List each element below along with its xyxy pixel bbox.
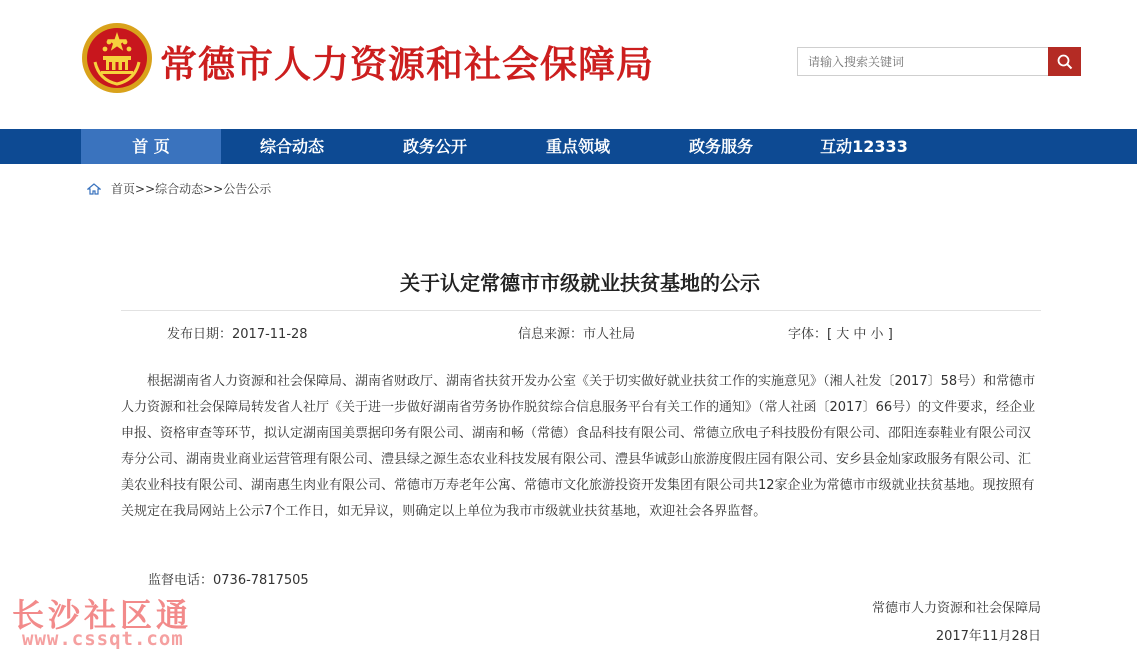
nav-news[interactable]: 综合动态 [259, 137, 324, 156]
signature-organization: 常德市人力资源和社会保障局 [871, 601, 1041, 616]
nav-government-affairs[interactable]: 政务公开 [402, 137, 467, 156]
info-source: 信息来源：市人社局 [518, 327, 636, 342]
font-large-link[interactable]: 大 [836, 327, 850, 342]
nav-interaction-12333[interactable]: 互动12333 [820, 137, 908, 156]
font-small-link[interactable]: 小 [870, 327, 884, 342]
article-title: 关于认定常德市市级就业扶贫基地的公示 [400, 271, 760, 295]
site-header [0, 0, 1137, 129]
breadcrumb-announcements[interactable]: 公告公示 [223, 182, 272, 196]
breadcrumb [87, 180, 271, 197]
font-size-selector [788, 323, 893, 342]
breadcrumb-separator: >> [135, 181, 156, 196]
nav-services[interactable]: 政务服务 [688, 137, 753, 156]
font-size-label: 字体：[ [788, 327, 833, 342]
font-size-close: ] [887, 327, 893, 342]
breadcrumb-news[interactable]: 综合动态 [155, 182, 204, 196]
publish-date: 发布日期：2017-11-28 [167, 327, 308, 342]
signature-date: 2017年11月28日 [935, 629, 1041, 644]
breadcrumb-separator: >> [203, 181, 224, 196]
font-medium-link[interactable]: 中 [853, 327, 867, 342]
national-emblem-icon[interactable] [81, 22, 153, 94]
site-title: 常德市人力资源和社会保障局 [160, 43, 654, 86]
watermark-name: 长沙社区通 [12, 596, 193, 634]
nav-key-areas[interactable]: 重点领域 [545, 137, 610, 156]
watermark-url: www.cssqt.com [22, 628, 184, 650]
search-input[interactable] [797, 47, 1049, 76]
home-icon [87, 183, 101, 195]
article-meta [121, 310, 1041, 350]
main-nav [0, 129, 1137, 164]
nav-home[interactable]: 首 页 [81, 129, 221, 164]
search-icon [1057, 54, 1073, 70]
search-button[interactable] [1048, 47, 1081, 76]
breadcrumb-home[interactable]: 首页 [111, 182, 136, 196]
article-body: 根据湖南省人力资源和社会保障局、湖南省财政厅、湖南省扶贫开发办公室《关于切实做好就业扶贫工作的实施意见》（湘人社发〔2017〕58号）和常德市人力资源和社会保障局转发省人社厅《关于进一步做好湖南省劳务协作脱贫综合信息服务平台有关工作的通知》（常人社函〔2017〕66号）的文件要求，经企业申报、资格审查等环节，拟认定湖南国美票据印务有限公司、湖南和畅（常德）食品科技有限公司、常德立欣电子科技股份有限公司、邵阳连泰鞋业有限公司汉寿分公司、湖南贵业商业运营管理有限公司、澧县绿之源生态农业科技发展有限公司、澧县华诚彭山旅游度假庄园有限公司、安乡县金灿家政服务有限公司、汇美农业科技有限公司、湖南惠生肉业有限公司、常德市万寿老年公寓、常德市文化旅游投资开发集团有限公司共12家企业为常德市市级就业扶贫基地。现按照有关规定在我局网站上公示7个工作日，如无异议，则确定以上单位为我市市级就业扶贫基地，欢迎社会各界监督。 [121, 374, 1036, 519]
supervision-phone: 监督电话：0736-7817505 [148, 573, 309, 588]
